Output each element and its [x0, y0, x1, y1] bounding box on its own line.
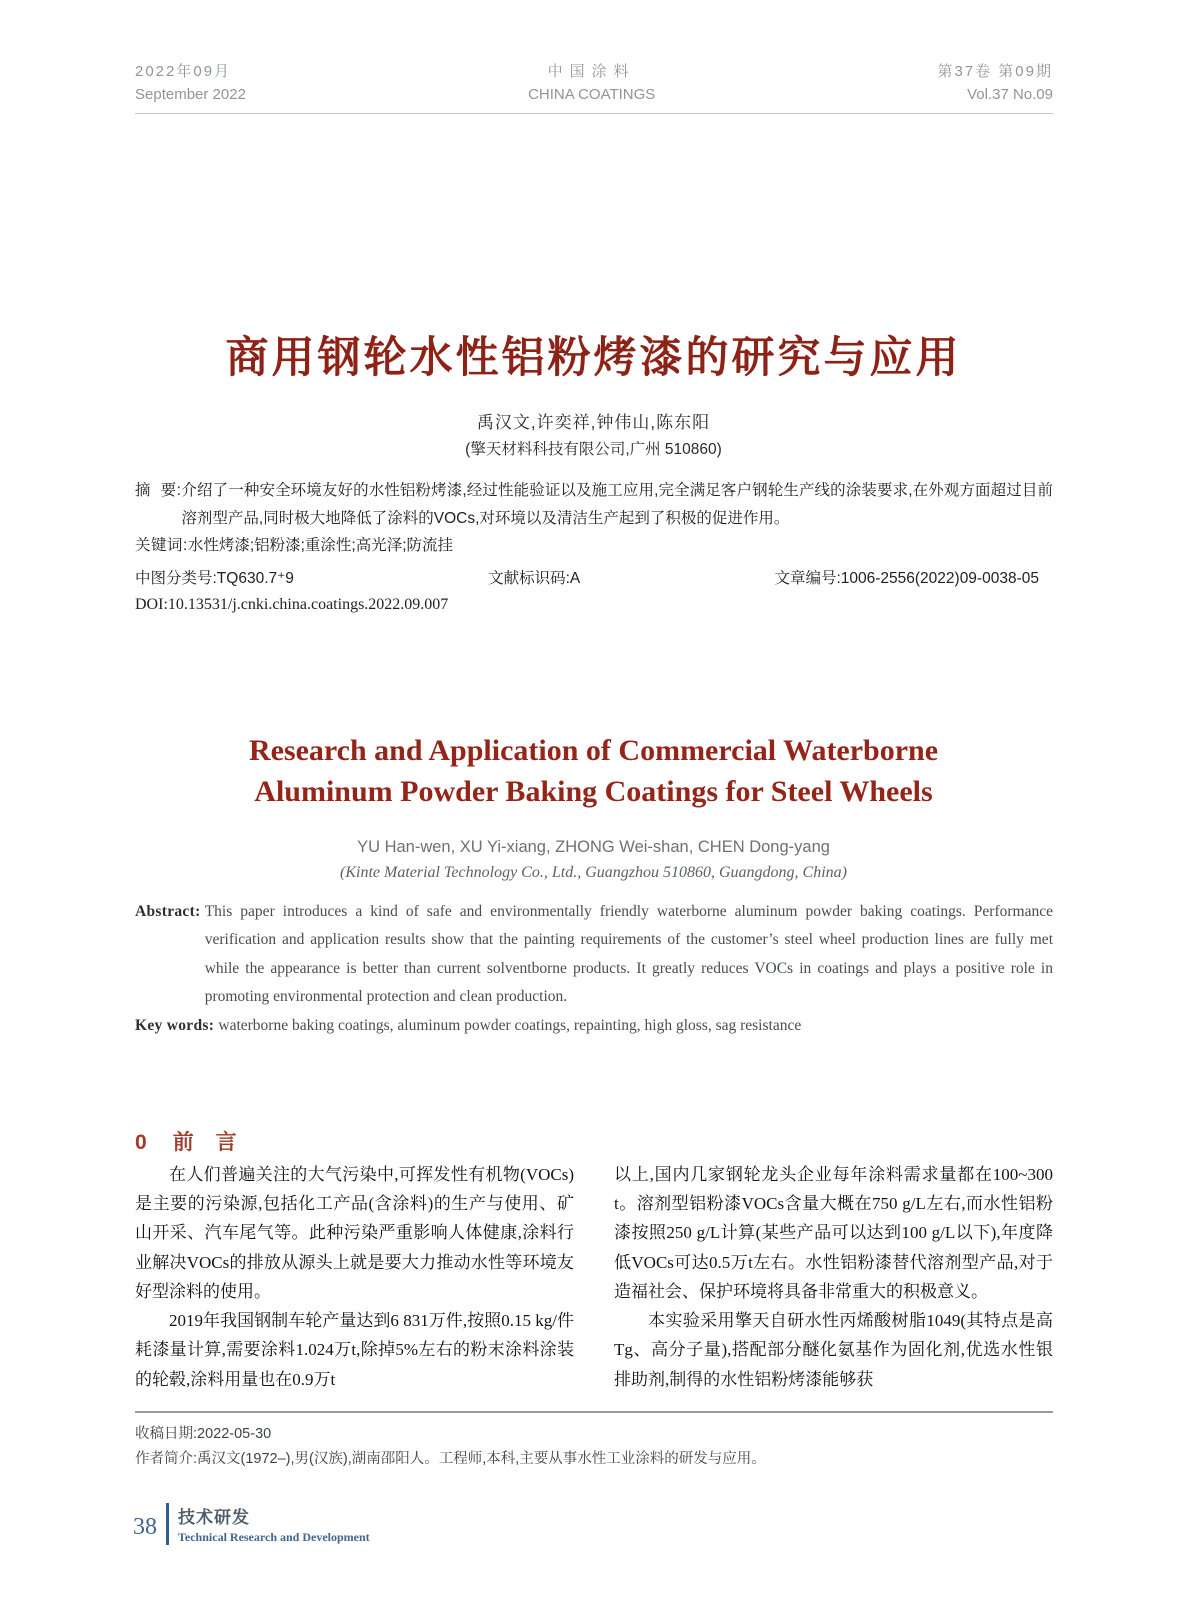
body-paragraph: 本实验采用擎天自研水性丙烯酸树脂1049(其特点是高Tg、高分子量),搭配部分醚化氨基作为固化剂,优选水性银排助剂,制得的水性铝粉烤漆能够获 — [614, 1311, 1053, 1389]
page-footer — [133, 1503, 370, 1545]
body-left-column — [135, 1160, 574, 1404]
footer-column-zh: 技术研发 — [178, 1508, 250, 1527]
received-date: 收稿日期:2022-05-30 — [135, 1426, 272, 1442]
article-title-zh: 商用钢轮水性铝粉烤漆的研究与应用 — [225, 334, 962, 382]
document-code: 文献标识码:A — [488, 570, 581, 587]
author-bio: 作者简介:禹汉文(1972–),男(汉族),湖南邵阳人。工程师,本科,主要从事水性工业涂料的研发与应用。 — [135, 1451, 766, 1468]
header-issue-zh: 第37卷 第09期 — [937, 63, 1053, 80]
keywords-en-text: waterborne baking coatings, aluminum powder coatings, repainting, high gloss, sag resistance — [218, 1017, 802, 1035]
footer-column-en: Technical Research and Development — [178, 1530, 370, 1544]
abstract-zh — [135, 477, 1053, 532]
section-heading-intro — [135, 1126, 259, 1156]
header-journal — [528, 60, 655, 107]
page-number: 38 — [133, 1514, 157, 1540]
journal-header — [135, 60, 1053, 107]
article-affiliation-zh: (擎天材料科技有限公司,广州 510860) — [465, 441, 722, 458]
keywords-zh-text: 水性烤漆;铝粉漆;重涂性;高光泽;防流挂 — [187, 537, 454, 555]
header-divider — [135, 113, 1053, 114]
abstract-zh-label: 摘 要: — [135, 482, 182, 499]
abstract-zh-text: 介绍了一种安全环境友好的水性铝粉烤漆,经过性能验证以及施工应用,完全满足客户钢轮生产线的涂装要求,在外观方面超过目前溶剂型产品,同时极大地降低了涂料的VOCs,对环境以及清洁生产起到了积极的促进作用。 — [181, 482, 1053, 527]
clc-number: 中图分类号:TQ630.7⁺9 — [135, 570, 294, 587]
body-right-column — [614, 1160, 1053, 1404]
footer-column-names — [178, 1503, 370, 1545]
abstract-en-block — [135, 898, 1053, 1041]
article-title-en-line1: Research and Application of Commercial Waterborne — [248, 734, 939, 767]
footer-divider-bar — [166, 1503, 169, 1545]
article-title-en — [0, 730, 1187, 813]
body-paragraph: 在人们普遍关注的大气污染中,可挥发性有机物(VOCs)是主要的污染源,包括化工产品(含涂料)的生产与使用、矿山开采、汽车尾气等。此种污染严重影响人体健康,涂料行业解决VOCs的排放从源头上就是要大力推动水性等环境友好型涂料的使用。 — [135, 1165, 574, 1301]
header-journal-zh: 中国涂料 — [547, 63, 636, 80]
header-date-en: September 2022 — [135, 86, 246, 104]
section-number: 0 — [135, 1131, 147, 1154]
body-columns — [135, 1160, 1053, 1404]
meta-row — [135, 566, 1039, 588]
keywords-en-label: Key words: — [135, 1017, 219, 1035]
footnote-block — [135, 1411, 1053, 1473]
header-issue-en: Vol.37 No.09 — [967, 86, 1053, 104]
abstract-en-text: This paper introduces a kind of safe and environmentally friendly waterborne aluminum powder baking coatings. Performance verification and application results show that the painting requirements of the customer’s steel wheel production lines are fully met while the appearance is better than current solventborne products. It greatly reduces VOCs in coatings and plays a positive role in promoting environmental protection and clean production. — [204, 903, 1053, 1006]
header-journal-en: CHINA COATINGS — [528, 86, 656, 104]
doi: DOI:10.13531/j.cnki.china.coatings.2022.09.007 — [135, 596, 449, 613]
body-paragraph: 以上,国内几家钢轮龙头企业每年涂料需求量都在100~300 t。溶剂型铝粉漆VOCs含量大概在750 g/L左右,而水性铝粉漆按照250 g/L计算(某些产品可以达到100 g/L以下),年度降低VOCs可达0.5万t左右。水性铝粉漆替代溶剂型产品,对于造福社会、保护环境将具备非常重大的积极意义。 — [614, 1165, 1053, 1301]
abstract-en — [135, 898, 1053, 1011]
section-title: 前言 — [172, 1131, 259, 1154]
abstract-zh-block — [135, 477, 1053, 560]
header-issue — [937, 60, 1053, 107]
article-affiliation-en: (Kinte Material Technology Co., Ltd., Guangzhou 510860, Guangdong, China) — [340, 864, 847, 881]
abstract-en-label: Abstract: — [135, 903, 205, 920]
keywords-en — [135, 1012, 1053, 1040]
body-paragraph: 2019年我国钢制车轮产量达到6 831万件,按照0.15 kg/件耗漆量计算,需要涂料1.024万t,除掉5%左右的粉末涂料涂装的轮毂,涂料用量也在0.9万t — [135, 1311, 574, 1389]
header-date — [135, 60, 246, 107]
keywords-zh — [135, 532, 1053, 560]
header-date-zh: 2022年09月 — [135, 63, 232, 80]
article-authors-en: YU Han-wen, XU Yi-xiang, ZHONG Wei-shan, CHEN Dong-yang — [357, 838, 830, 856]
article-id: 文章编号:1006-2556(2022)09-0038-05 — [774, 570, 1039, 587]
article-authors-zh: 禹汉文,许奕祥,钟伟山,陈东阳 — [476, 413, 711, 432]
article-title-en-line2: Aluminum Powder Baking Coatings for Steel Wheels — [254, 775, 933, 809]
keywords-zh-label: 关键词: — [135, 537, 188, 555]
